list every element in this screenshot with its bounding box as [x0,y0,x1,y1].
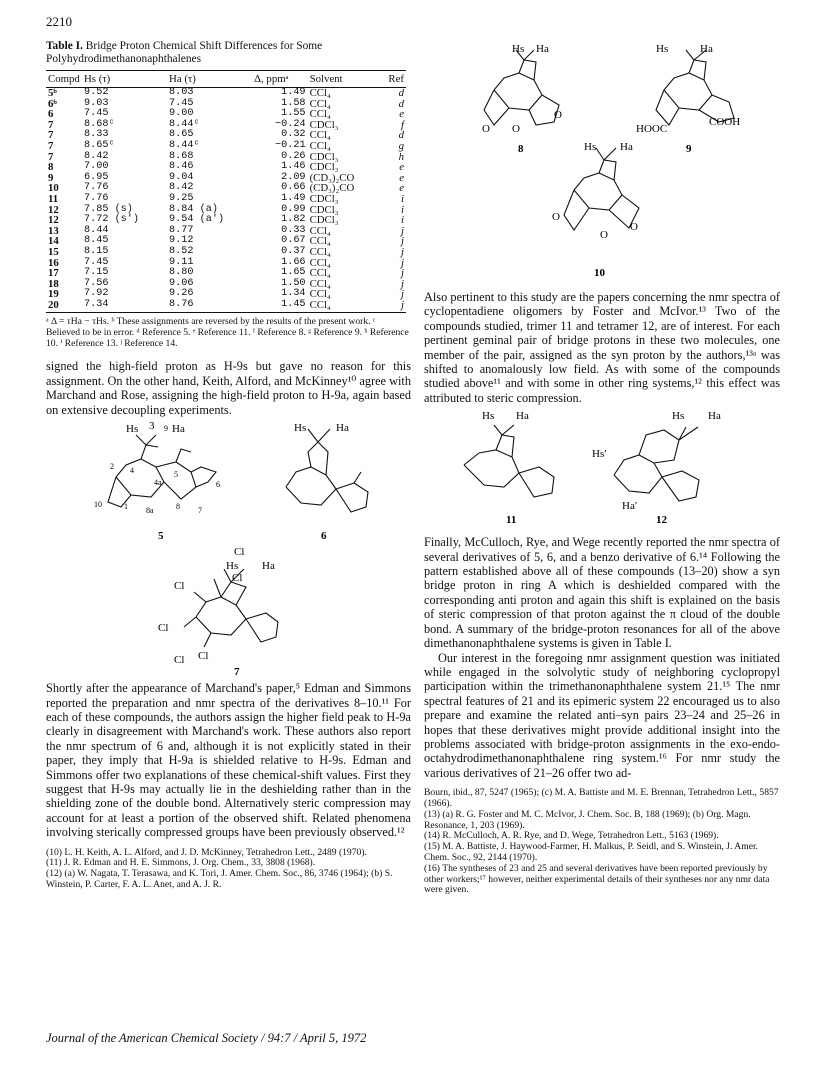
cell-hs: 8.45 [84,235,109,247]
cell-hs: 8.42 [84,150,109,162]
cell-ref: e [399,161,404,174]
cell-delta: 1.49 [281,192,306,204]
cell-ref: j [401,224,404,237]
cell-compd: 6ᵇ [48,97,57,110]
table-footnote: ᵃ Δ = τHa − τHs. ᵇ These assignments are reversed by the results of the present work. ᶜ Believed to be in error. ᵈ Reference 5. ᵉ Reference 11. ᶠ Reference 8. ᵍ Reference 9. ʰ Reference 10. ⁱ Reference 13. ʲ Reference 14. [46,316,409,350]
table-title [46,40,411,66]
cell-compd: 15 [48,245,59,258]
cell-compd: 7 [48,150,54,163]
cell-compd: 14 [48,235,59,248]
right-column [424,40,780,896]
cell-ref: i [401,214,404,227]
right-references [424,788,780,896]
s5-n7: 7 [198,506,202,516]
cell-hs: 7.76 [84,182,109,194]
cell-ha: 8.52 [169,245,194,257]
table-header-row [46,71,406,88]
s5-label: 5 [158,530,164,543]
cell-ref: e [399,171,404,184]
right-paragraph-2: Finally, McCulloch, Rye, and Wege recently reported the nmr spectra of several derivatives of 5, 6, and a benzo derivative of 6.¹⁴ Following the pattern established above all of these compounds (13–20) show a syn bridge proton in ring A which is deshielded compared with the corresponding anti proton and again this shift is explained on the basis of steric compression of that proton against the π cloud of the double bond. A summary of the bridge-proton resonances for all of the above dimethanonaphthalene systems is given in Table I. [424,535,780,651]
cell-ha: 8.65 [169,129,194,141]
chemical-shift-table [46,70,406,313]
s6-hs: Hs [294,422,307,435]
s7-cl-top: Cl [234,547,245,559]
cell-solvent: CCl₄ [309,267,331,280]
cell-compd: 11 [48,192,59,205]
cell-ref: j [401,235,404,248]
cell-delta: 1.82 [281,214,306,226]
cell-compd: 19 [48,288,59,301]
left-ref-10: (10) L. H. Keith, A. L. Alford, and J. D. McKinney, Tetrahedron Lett., 2489 (1970). [46,846,367,858]
cell-ha: 8.44ᶜ [169,118,200,130]
s8-o-2: O [512,123,520,135]
left-paragraph-1: signed the high-field proton as H-9s but gave no reason for this assignment. On the other hand, Keith, Alford, and McKinney¹⁰ agree with Marchand and Rose, assigning the high-field proton to H-9a, again based on extensive decoupling experiments. [46,359,411,417]
cell-solvent: CCl₄ [309,87,331,99]
cell-solvent: CCl₄ [309,108,331,121]
cell-compd: 9 [48,171,54,184]
cell-ref: d [398,129,404,142]
table-row [46,88,406,99]
cell-hs: 7.34 [82,300,167,313]
left-ref-12: (12) (a) W. Nagata, T. Terasawa, and K. Tori, J. Amer. Chem. Soc., 86, 3746 (1964); (b) S. Winstein, P. Carter, F. A. L. Anet, and A. J. R. [46,868,393,890]
cell-delta: 1.55 [281,108,306,120]
cell-solvent: CDCl₃ [309,161,339,174]
cell-delta: 0.66 [281,182,306,194]
s5-n4: 4 [130,466,134,476]
cell-solvent: CCl₄ [309,224,331,237]
cell-compd: 20 [46,300,82,313]
cell-compd: 16 [48,256,59,269]
s8-o-3: O [554,109,562,121]
s7-ha: Ha [262,560,275,573]
cell-solvent: CCl₄ [309,256,331,269]
s7-cl-bottom-2: Cl [198,650,209,663]
s12-hs: Hs [672,410,685,423]
left-paragraph-2: Shortly after the appearance of Marchand's paper,⁵ Edman and Simmons reported the preparation and nmr spectra of the derivatives 8–10.¹¹ For each of these compounds, the authors assign the higher field peak to H-9a clearly in disagreement with Marchand's work. These authors also report the nmr spectrum of 6 and, although it is not explicitly stated in their paper, they imply that H-9a is shielded relative to H-9s. Edman and Simmons offer two explanations of these chemical-shift values. First they suggest that H-9s may actually lie in the deshielding rather than in the shielding zone of the double bond. Alternatively steric compression may account for at least a portion of the observed shift. Related phenomena involving sterically compressed groups have been previously observed.¹² [46,681,411,840]
cell-delta: −0.24 [274,118,306,130]
cell-delta: 0.99 [281,203,306,215]
cell-compd: 5ᵇ [48,87,57,99]
right-ref-14: (14) R. McCulloch, A. R. Rye, and D. Wege, Tetrahedron Lett., 5163 (1969). [424,830,719,842]
cell-hs: 7.85 (s) [84,203,133,215]
cell-ref: i [401,192,404,205]
cell-ref: j [401,245,404,258]
figure-11-12 [424,405,780,535]
s7-cl-low: Cl [158,622,169,635]
s7-cl-bottom-1: Cl [174,654,185,667]
left-references [46,848,411,891]
cell-hs: 7.00 [84,161,109,173]
cell-hs: 7.56 [84,277,109,289]
cell-delta: 0.67 [281,235,306,247]
figure-7 [46,547,411,677]
cell-delta: −0.21 [274,139,306,151]
page-number: 2210 [46,14,72,29]
cell-ha: 9.54 (a′) [169,214,225,226]
s11-ha: Ha [516,410,529,423]
col-header-delta: Δ, ppmᵃ [252,71,307,88]
cell-hs: 7.72 (s′) [84,214,140,226]
s5-n10: 10 [94,500,102,510]
cell-hs: 6.95 [84,171,109,183]
cell-compd: 7 [48,118,54,131]
cell-solvent: CDCl₃ [309,192,339,205]
cell-ref: g [398,139,404,152]
s11-hs: Hs [482,410,495,423]
cell-hs: 7.76 [84,192,109,204]
cell-ref: j [401,288,404,301]
cell-compd: 10 [48,182,59,195]
table-title-text: Bridge Proton Chemical Shift Differences for Some Polyhydrodimethanonaphthalenes [46,40,323,65]
cell-ref: d [398,87,404,99]
left-column [46,40,411,891]
cell-ref: h [398,150,404,163]
s5-n9: 9 [164,424,168,434]
s10-hs: Hs [584,141,597,153]
s9-hs: Hs [656,43,669,55]
cell-solvent: CCl₄ [308,300,378,313]
s9-ha: Ha [700,43,713,55]
table-row [46,300,406,313]
cell-hs: 7.45 [84,256,109,268]
cell-compd: 13 [48,224,59,237]
s9-cooh: COOH [709,116,741,128]
cell-ha: 8.76 [167,300,252,313]
cell-delta: 1.49 [281,87,306,98]
s7-cl-left: Cl [174,580,185,593]
s5-n5: 5 [174,470,178,480]
s12-ha-prime: Ha′ [622,500,638,513]
s6-ha: Ha [336,422,349,435]
col-header-solvent: Solvent [308,71,378,88]
col-header-compd: Compd [46,71,82,88]
cell-compd: 6 [48,108,54,121]
s8-hs: Hs [512,43,525,55]
structure-11-12-drawing [424,405,780,535]
s10-ha: Ha [620,141,633,153]
cell-hs: 7.45 [84,108,109,120]
cell-compd: 7 [48,129,54,142]
s5-n1: 1 [124,502,128,512]
cell-ha: 9.25 [169,192,194,204]
cell-solvent: (CD₃)₂CO [309,182,355,195]
journal-footer: Journal of the American Chemical Society / 94:7 / April 5, 1972 [46,1031,367,1045]
cell-delta: 1.58 [281,97,306,109]
s8-ha: Ha [536,43,549,55]
s12-label: 12 [656,514,667,527]
col-header-ha: Ha (τ) [167,71,252,88]
cell-delta: 2.09 [281,171,306,183]
col-header-hs: Hs (τ) [82,71,167,88]
cell-solvent: (CD₃)₂CO [309,171,355,184]
cell-solvent: CCl₄ [309,97,331,110]
s5-n8: 8 [176,502,180,512]
structure-8-9-10-drawing [424,40,780,290]
s5-n4a: 4a [154,478,162,488]
s10-o-1: O [552,211,560,223]
cell-hs: 8.65ᶜ [84,139,115,151]
cell-ref: j [401,267,404,280]
cell-hs: 9.52 [84,87,109,98]
cell-delta: 0.26 [281,150,306,162]
cell-ref: j [401,256,404,269]
cell-ref: e [399,108,404,121]
s8-o-1: O [482,123,490,135]
s5-n8a: 8a [146,506,154,516]
figure-8-9-10 [424,40,780,290]
cell-delta: 0.37 [281,245,306,257]
cell-solvent: CDCl₃ [309,150,339,163]
s7-label: 7 [234,666,240,678]
structure-7-drawing [46,547,411,677]
cell-ha: 9.00 [169,108,194,120]
cell-solvent: CCl₄ [309,277,331,290]
s6-label: 6 [321,530,327,543]
cell-compd: 12 [48,214,59,227]
table-title-label: Table I. [46,40,83,52]
table-body [46,88,406,313]
cell-ha: 8.42 [169,182,194,194]
cell-ref: e [399,182,404,195]
cell-delta: 1.66 [281,256,306,268]
s7-cl-mid: Cl [232,572,243,585]
right-paragraph-1: Also pertinent to this study are the papers concerning the nmr spectra of cyclopentadiene oligomers by Foster and McIvor.¹³ Two of the compounds studied, trimer 11 and tetramer 12, are of interest. For each pertinent geminal pair of bridge protons in these two molecules, one member of the pair, assigned as the syn proton by the authors,¹³ᵃ was shifted to anomalously low field. As with some of the compounds studied above¹¹ and with some in other ring systems,¹² this effect was attributed to steric compression. [424,290,780,405]
s7-hs: Hs [226,560,239,573]
cell-delta: 1.50 [281,277,306,289]
cell-hs: 8.33 [84,129,109,141]
cell-compd: 18 [48,277,59,290]
cell-solvent: CDCl₃ [309,214,339,227]
cell-ha: 7.45 [169,97,194,109]
s8-label: 8 [518,143,524,155]
s9-label: 9 [686,143,692,155]
right-paragraph-3: Our interest in the foregoing nmr assignment question was initiated while engaged in the solvolytic study of neighboring cyclopropyl participation within the trimethanonaphthalene system 21.¹⁵ The nmr spectral features of 21 and its epimeric system 22 encouraged us to also prepare and examine the related anti–syn pairs 23–24 and 25–26 in hopes that these derivatives might provide additional insight into the problems associated with bridge-proton assignments in the exo-endo-octahydrodimethanonaphthalene ring system.¹⁶ For nmr study the various derivatives of 21–26 offer two ad- [424,650,780,780]
right-ref-13: (13) (a) R. G. Foster and M. C. McIvor, J. Chem. Soc. B, 188 (1969); (b) Org. Magn. Resonance, 1, 203 (1969). [424,808,751,831]
table-row [46,194,406,205]
cell-ha: 8.03 [169,87,194,98]
cell-hs: 7.15 [84,267,109,279]
cell-ref: j [378,300,406,313]
s12-hs-prime: Hs′ [592,448,607,461]
cell-ha: 9.06 [169,277,194,289]
s9-hooc: HOOC [636,123,668,135]
cell-ha: 9.04 [169,171,194,183]
cell-compd: 7 [48,139,54,152]
cell-solvent: CCl₄ [309,139,331,152]
cell-ha: 8.84 (a) [169,203,218,215]
cell-delta: 1.34 [281,288,306,300]
cell-compd: 12 [48,203,59,216]
s5-hs: Hs [126,423,139,436]
cell-solvent: CCl₄ [309,288,331,301]
cell-hs: 8.44 [84,224,109,236]
cell-solvent: CCl₄ [309,245,331,258]
cell-delta: 1.45 [252,300,307,313]
cell-compd: 8 [48,161,54,174]
cell-solvent: CDCl₃ [309,203,339,216]
cell-ref: f [401,118,404,131]
cell-delta: 0.33 [281,224,306,236]
cell-ref: i [401,203,404,216]
s5-n3: 3 [149,420,155,433]
right-ref-16: (16) The syntheses of 23 and 25 and several derivatives have been reported previously by other workers;¹⁷ however, neither experimental details of their syntheses nor any nmr data were given. [424,862,770,896]
cell-solvent: CCl₄ [309,235,331,248]
cell-delta: 0.32 [281,129,306,141]
cell-ref: d [398,97,404,110]
s12-ha: Ha [708,410,721,423]
s5-n2: 2 [110,462,114,472]
cell-ha: 8.68 [169,150,194,162]
cell-hs: 7.92 [84,288,109,300]
cell-compd: 17 [48,267,59,280]
cell-ha: 8.46 [169,161,194,173]
cell-ha: 8.77 [169,224,194,236]
cell-hs: 8.15 [84,245,109,257]
col-header-ref: Ref [378,71,406,88]
cell-hs: 8.68ᶜ [84,118,115,130]
cell-solvent: CDCl₃ [309,118,339,131]
cell-ha: 9.26 [169,288,194,300]
table-row [46,247,406,258]
cell-ha: 9.12 [169,235,194,247]
left-ref-11: (11) J. R. Edman and H. E. Simmons, J. Org. Chem., 33, 3808 (1968). [46,857,316,869]
s10-o-3: O [600,229,608,241]
s10-label: 10 [594,267,605,279]
s10-o-2: O [630,221,638,233]
s5-ha: Ha [172,423,185,436]
right-ref-12-cont: Bourn, ibid., 87, 5247 (1965); (c) M. A. Battiste and M. E. Brennan, Tetrahedron Lett., 5857 (1966). [424,787,779,809]
s5-n6: 6 [216,480,220,490]
cell-delta: 1.65 [281,267,306,279]
cell-ha: 9.11 [169,256,194,268]
cell-ha: 8.80 [169,267,194,279]
cell-solvent: CCl₄ [309,129,331,142]
cell-ref: j [401,277,404,290]
table-row [46,141,406,152]
right-ref-15: (15) M. A. Battiste, J. Haywood-Farmer, H. Malkus, P. Seidl, and S. Winstein, J. Amer. Chem. Soc., 92, 2144 (1970). [424,841,759,863]
s11-label: 11 [506,514,517,527]
cell-hs: 9.03 [84,97,109,109]
cell-delta: 1.46 [281,161,306,173]
cell-ha: 8.44ᶜ [169,139,200,151]
